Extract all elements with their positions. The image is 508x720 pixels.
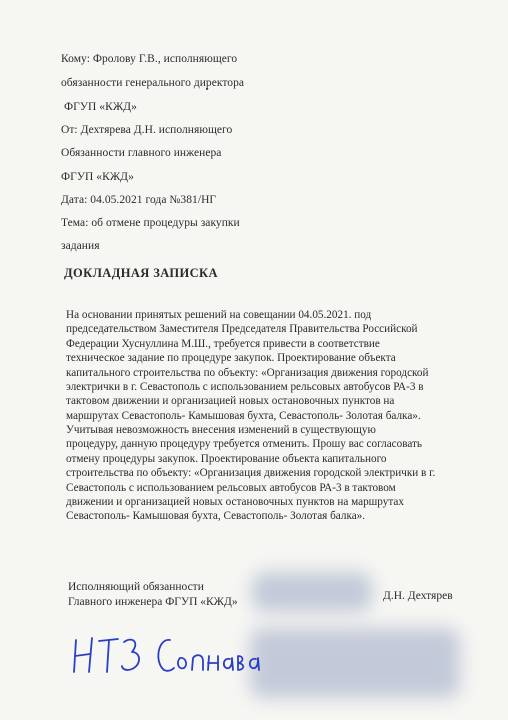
addressee-line-1: Кому: Фролову Г.В., исполняющего (61, 53, 238, 65)
redacted-signature (252, 572, 372, 612)
signatory-position-1: Исполняющий обязанности (68, 581, 204, 593)
addressee-org: ФГУП «КЖД» (64, 101, 137, 113)
sender-org: ФГУП «КЖД» (61, 171, 134, 183)
subject-line-1: Тема: об отмене процедуры закупки (61, 217, 240, 229)
redacted-handwriting (250, 628, 460, 698)
document-title: ДОКЛАДНАЯ ЗАПИСКА (64, 266, 218, 280)
signatory-name: Д.Н. Дехтярев (383, 590, 453, 602)
date-line: Дата: 04.05.2021 года №381/НГ (61, 194, 217, 206)
addressee-line-2: обязанности генерального директора (61, 77, 245, 89)
signatory-position-2: Главного инженера ФГУП «КЖД» (68, 596, 238, 608)
subject-line-2: задания (61, 240, 100, 252)
body-paragraph-2: Учитывая невозможность внесения изменений в существующую процедуру, данную процедуру требуется отменить. Прошу вас согласовать отмену процедуры закупок. Проектирование объекта капитального строительства по объекту: «Организация движения городской электрички в г. Севастополь с использованием рельсовых автобусов РА-3 в тактовом движении и организацией новых остановочных пунктов на маршрутах Севастополь- Камышовая бухта, Севастополь- Золотая балка». (66, 424, 436, 523)
sender-line-2: Обязанности главного инженера (61, 147, 222, 159)
handwritten-annotation (72, 632, 272, 682)
body-paragraph-1: На основании принятых решений на совещании 04.05.2021. под председательством Заместителя Председателя Правительства Российской Федерации Хуснуллина М.Ш., требуется привести в соответствие техническое задание по процедуре закупок. Проектирование объекта капитального строительства по объекту: «Организация движения городской электрички в г. Севастополь с использованием рельсовых автобусов РА-3 в тактовом движении и организацией новых остановочных пунктов на маршрутах Севастополь- Камышовая бухта, Севастополь- Золотая балка». (66, 309, 429, 422)
sender-line-1: От: Дехтярева Д.Н. исполняющего (61, 124, 233, 136)
